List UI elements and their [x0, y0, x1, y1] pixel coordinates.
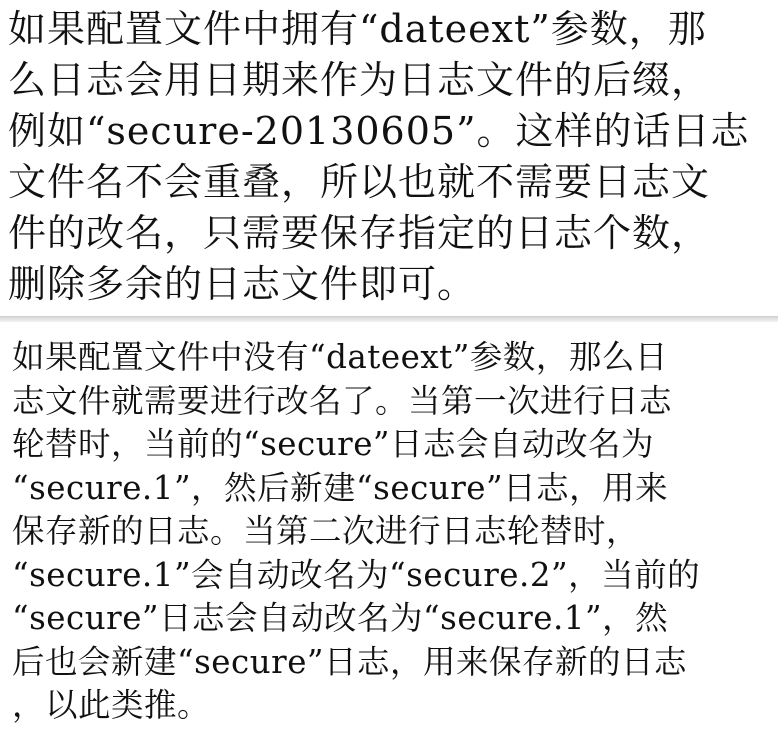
- dateext-absent-paragraph: [0, 322, 778, 731]
- text-line: 文件名不会重叠，所以也就不需要日志文: [8, 160, 711, 204]
- text-line: 例如“secure-20130605”。这样的话日志: [8, 109, 750, 153]
- text-line: “secure.1”，然后新建“secure”日志，用来: [12, 468, 669, 507]
- text-line: ，以此类推。: [12, 686, 211, 724]
- text-line: 件的改名，只需要保存指定的日志个数，: [8, 211, 711, 255]
- text-line: 后也会新建“secure”日志，用来保存新的日志: [12, 642, 688, 681]
- text-line: “secure.1”会自动改名为“secure.2”，当前的: [12, 555, 701, 594]
- dateext-enabled-paragraph: [0, 0, 778, 316]
- text-line: “secure”日志会自动改名为“secure.1”，然: [12, 599, 669, 637]
- text-line: 么日志会用日期来作为日志文件的后缀，: [8, 58, 711, 102]
- text-line: 如果配置文件中没有“dateext”参数，那么日: [12, 338, 668, 376]
- text-line: 轮替时，当前的“secure”日志会自动改名为: [12, 425, 655, 463]
- text-line: 保存新的日志。当第二次进行日志轮替时，: [12, 512, 640, 550]
- text-line: 删除多余的日志文件即可。: [8, 262, 477, 306]
- text-line: 志文件就需要进行改名了。当第一次进行日志: [12, 381, 673, 420]
- text-line: 如果配置文件中拥有“dateext”参数，那: [8, 7, 707, 51]
